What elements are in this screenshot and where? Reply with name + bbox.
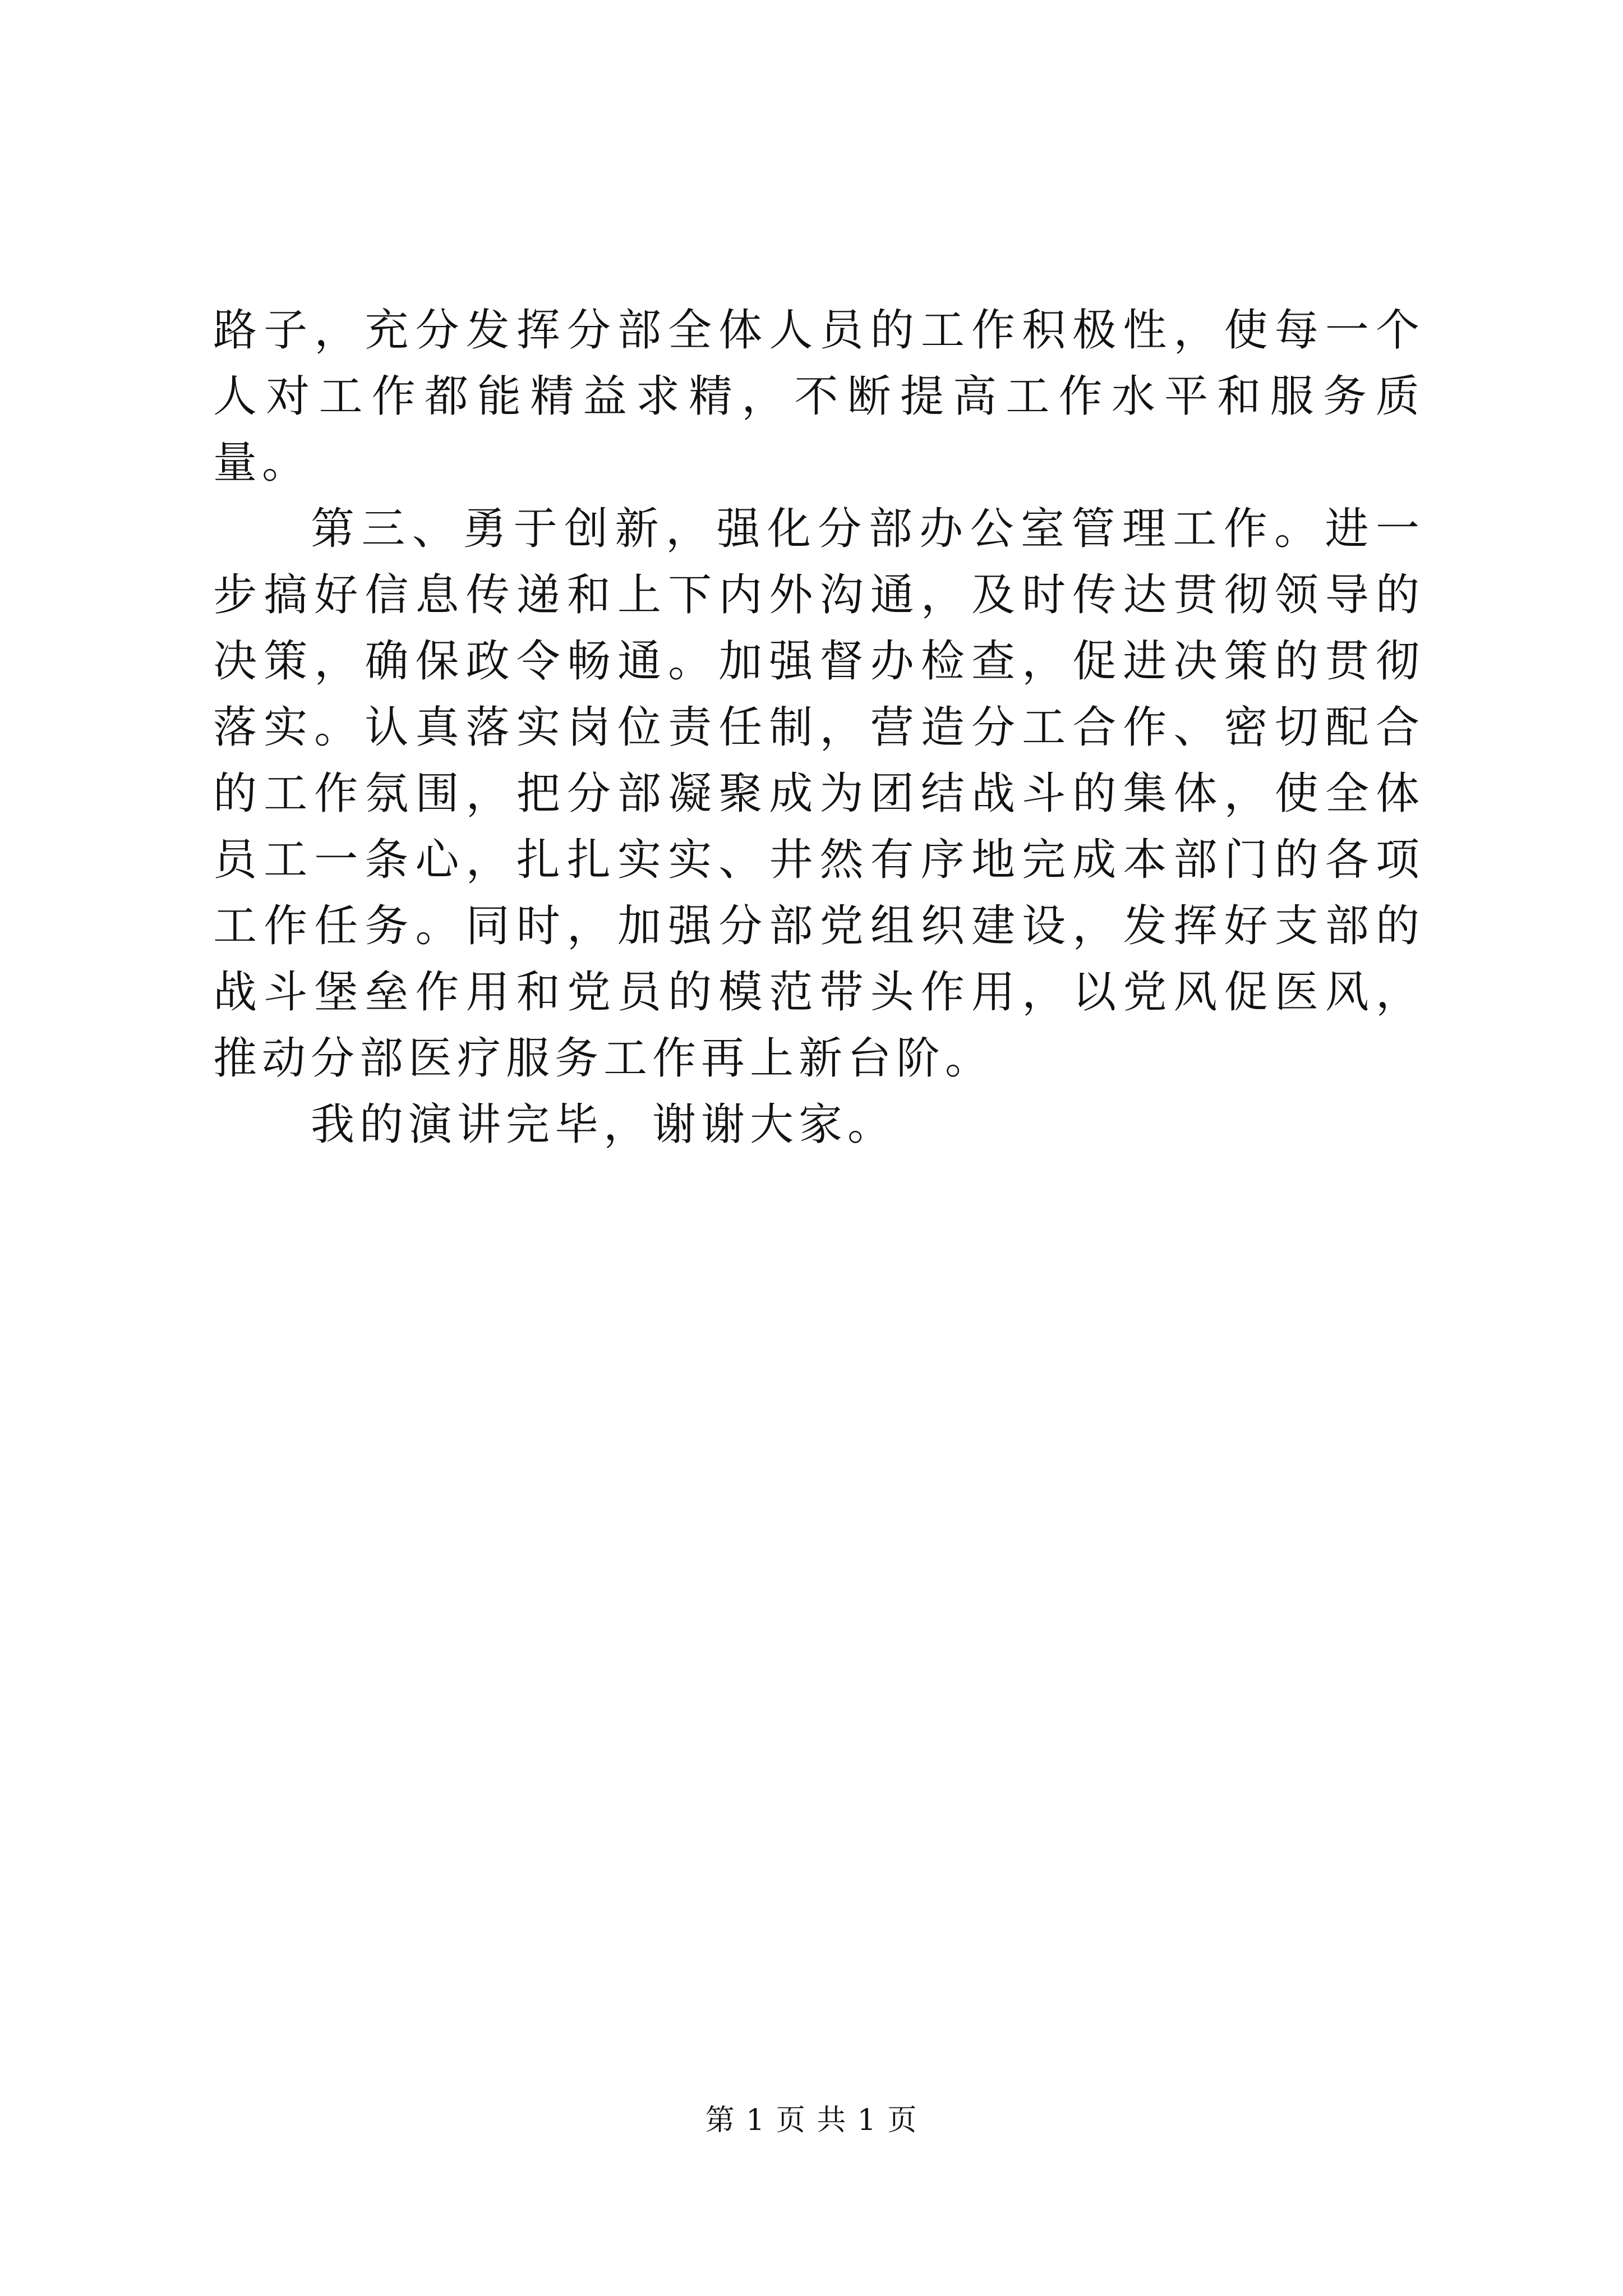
document-body [213, 297, 1424, 1158]
paragraph-closing: 我的演讲完毕，谢谢大家。 [311, 1099, 897, 1150]
paragraph-continuation: 路子，充分发挥分部全体人员的工作积极性，使每一个人对工作都能精益求精，不断提高工作水平和服务质量。 [213, 305, 1424, 488]
paragraph-third-point: 第三、勇于创新，强化分部办公室管理工作。进一步搞好信息传递和上下内外沟通，及时传达贯彻领导的决策，确保政令畅通。加强督办检查，促进决策的贯彻落实。认真落实岗位责任制，营造分工合作、密切配合的工作氛围，把分部凝聚成为团结战斗的集体，使全体员工一条心，扎扎实实、井然有序地完成本部门的各项工作任务。同时，加强分部党组织建设，发挥好支部的战斗堡垒作用和党员的模范带头作用，以党风促医风，推动分部医疗服务工作再上新台阶。 [213, 504, 1424, 1084]
page-footer: 第 1 页 共 1 页 [705, 2104, 918, 2137]
